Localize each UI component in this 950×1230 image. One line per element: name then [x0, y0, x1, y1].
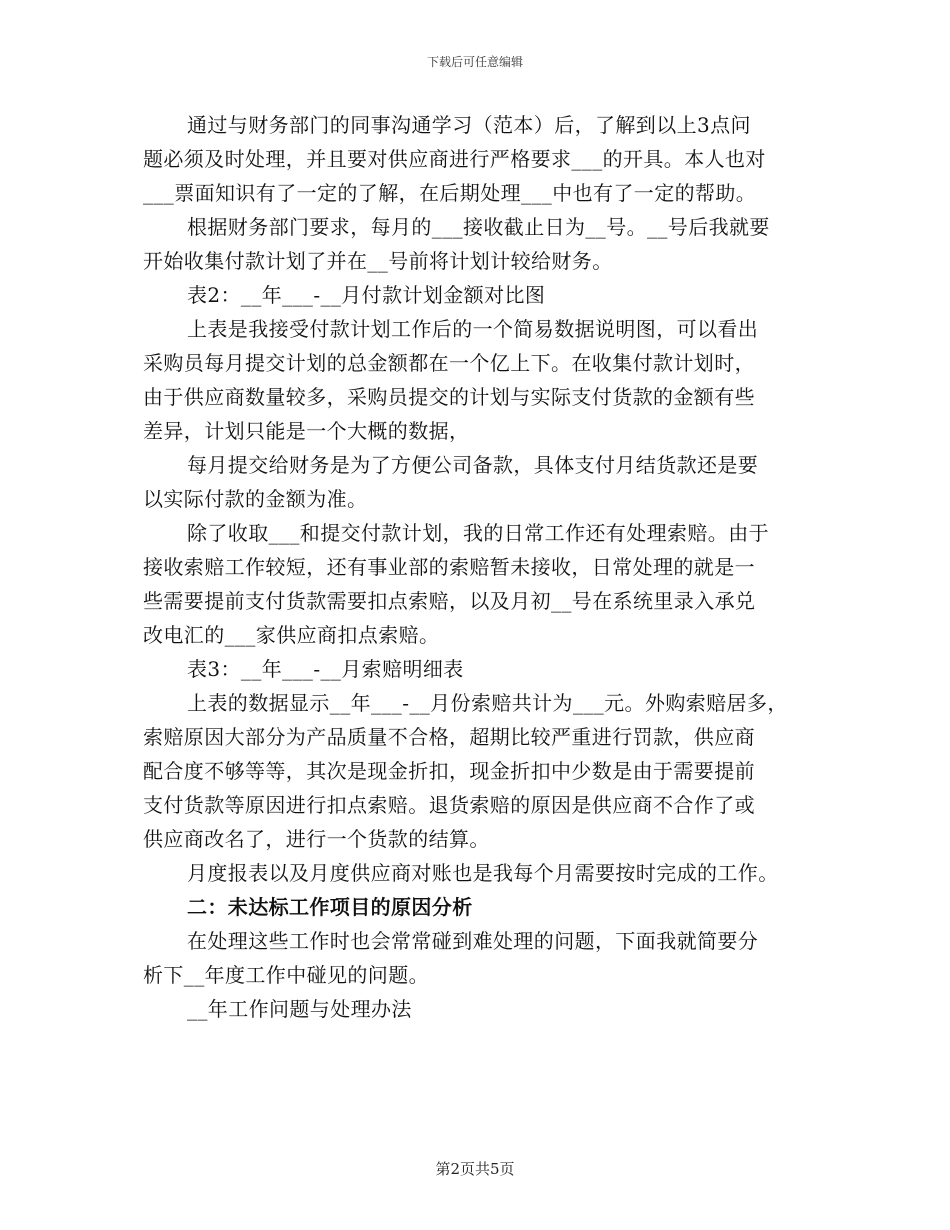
text-line: 索赔原因大部分为产品质量不合格，超期比较严重进行罚款，供应商 [143, 725, 755, 749]
text-line: 由于供应商数量较多，采购员提交的计划与实际支付货款的金额有些 [143, 385, 755, 409]
text-line: 根据财务部门要求，每月的___接收截止日为__号。__号后我就要 [187, 215, 770, 239]
page-header: 下载后可任意编辑 [426, 55, 523, 69]
text-line: ___票面知识有了一定的了解，在后期处理___中也有了一定的帮助。 [143, 181, 757, 205]
text-line: 支付货款等原因进行扣点索赔。退货索赔的原因是供应商不合作了或 [143, 793, 755, 817]
text-line: 上表的数据显示__年___-__月份索赔共计为___元。外购索赔居多， [187, 691, 788, 715]
text-line: 些需要提前支付货款需要扣点索赔，以及月初__号在系统里录入承兑 [143, 589, 756, 613]
text-line: 析下__年度工作中碰见的问题。 [143, 963, 429, 987]
text-line: 开始收集付款计划了并在__号前将计划计较给财务。 [143, 249, 613, 273]
text-line: 每月提交给财务是为了方便公司备款，具体支付月结货款还是要 [187, 453, 759, 477]
text-line: __年工作问题与处理办法 [187, 997, 412, 1021]
section-heading: 二：未达标工作项目的原因分析 [187, 895, 473, 919]
text-line: 配合度不够等等，其次是现金折扣，现金折扣中少数是由于需要提前 [143, 759, 755, 783]
text-line: 接收索赔工作较短，还有事业部的索赔暂未接收，日常处理的就是一 [143, 555, 755, 579]
text-line: 题必须及时处理，并且要对供应商进行严格要求___的开具。本人也对 [143, 147, 766, 171]
text-line: 通过与财务部门的同事沟通学习（范本）后，了解到以上3点问 [187, 113, 751, 137]
text-line: 供应商改名了，进行一个货款的结算。 [143, 827, 490, 851]
text-line: 在处理这些工作时也会常常碰到难处理的问题，下面我就简要分 [187, 929, 759, 953]
text-line: 采购员每月提交计划的总金额都在一个亿上下。在收集付款计划时， [143, 351, 755, 375]
text-line: 差异，计划只能是一个大概的数据， [143, 419, 470, 443]
text-line: 月度报表以及月度供应商对账也是我每个月需要按时完成的工作。 [187, 861, 779, 885]
text-line: 除了收取___和提交付款计划，我的日常工作还有处理索赔。由于 [187, 521, 769, 545]
document-body [143, 108, 833, 1026]
text-line: 上表是我接受付款计划工作后的一个简易数据说明图，可以看出 [187, 317, 759, 341]
text-line: 表2：__年___-__月付款计划金额对比图 [187, 283, 546, 307]
text-line: 表3：__年___-__月索赔明细表 [187, 657, 464, 681]
text-line: 改电汇的___家供应商扣点索赔。 [143, 623, 440, 647]
text-line: 以实际付款的金额为准。 [143, 487, 368, 511]
page-footer: 第2页共5页 [435, 1160, 515, 1178]
